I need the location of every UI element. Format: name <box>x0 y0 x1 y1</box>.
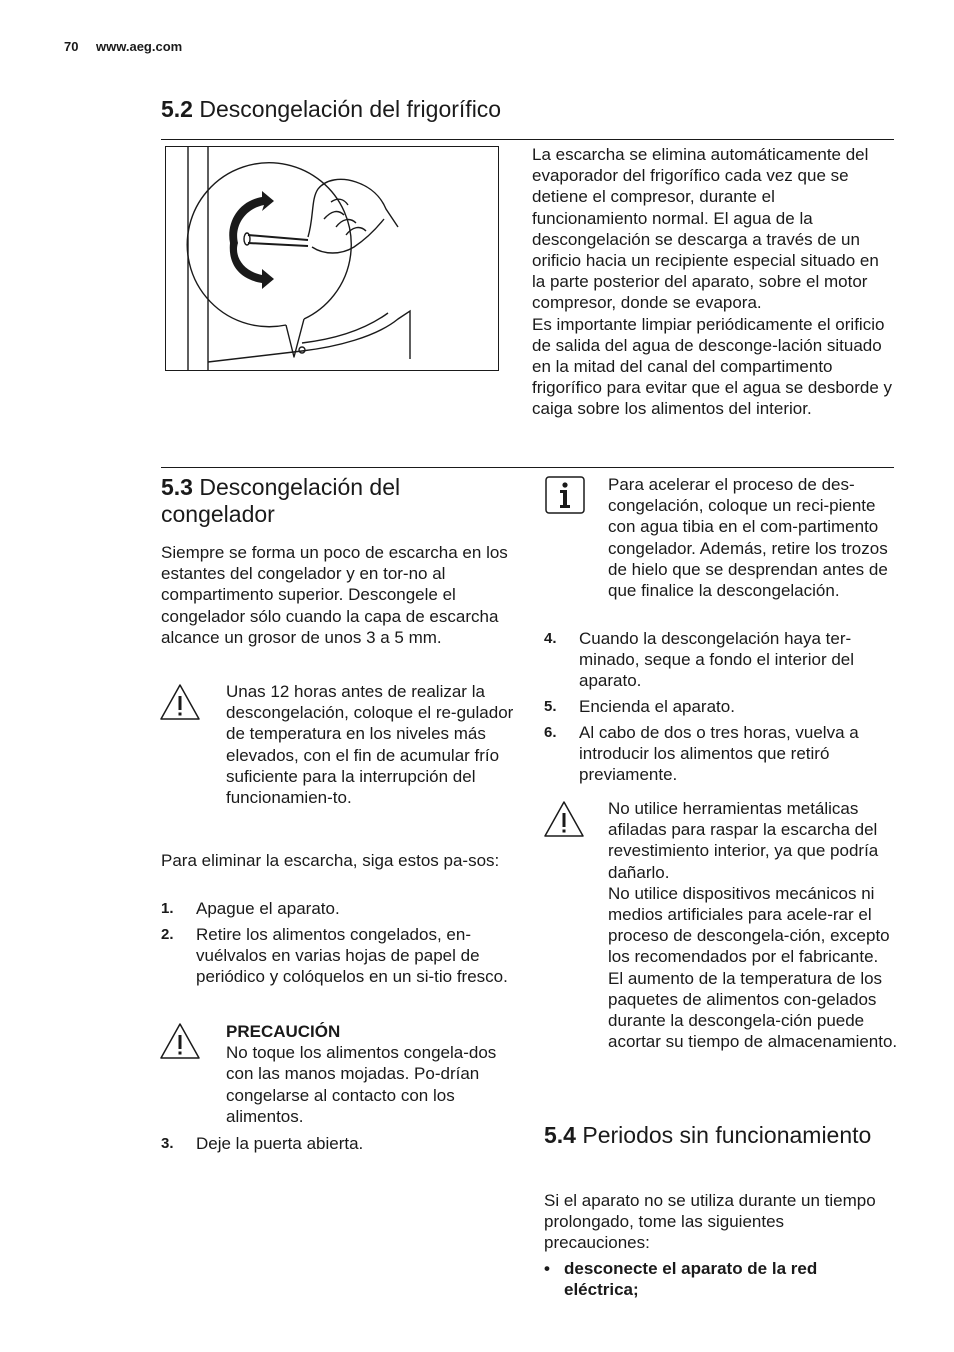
step-text: Al cabo de dos o tres horas, vuelva a introducir los alimentos que retiró previamente. <box>579 723 859 785</box>
step-number: 5. <box>544 698 557 715</box>
step-text: Encienda el aparato. <box>579 697 735 716</box>
step-number: 1. <box>161 900 174 917</box>
section-5-2-text <box>532 144 894 420</box>
warning-text <box>608 798 898 1052</box>
step-number: 4. <box>544 630 557 647</box>
step-number: 6. <box>544 724 557 741</box>
caution-text: No toque los alimentos congela-dos con las manos mojadas. Po-drían congelarse al contacto con los alimentos. <box>226 1043 497 1126</box>
warning-paragraph: El aumento de la temperatura de los paquetes de alimentos con-gelados durante la descongela-ción puede acortar su tiempo de almacenamiento. <box>608 968 898 1052</box>
page-number: 70 <box>64 39 79 54</box>
step-text: Deje la puerta abierta. <box>196 1134 364 1153</box>
section-title: Periodos sin funcionamiento <box>582 1122 872 1148</box>
warning-paragraph: No utilice herramientas metálicas afiladas para raspar la escarcha del revestimiento interior, ya que podría dañarlo. <box>608 799 879 882</box>
defrost-illustration <box>165 146 499 371</box>
step-text: Retire los alimentos congelados, en-vuélvalos en varias hojas de papel de periódico y colóquelos en un si-tio fresco. <box>196 925 508 987</box>
section-number: 5.4 <box>544 1122 576 1148</box>
section-divider <box>161 139 894 140</box>
bullet-marker: • <box>544 1259 550 1278</box>
caution-block <box>226 1021 516 1127</box>
section-5-2-heading <box>161 96 881 123</box>
bullet-text: desconecte el aparato de la red eléctrica; <box>564 1259 818 1300</box>
paragraph: Es importante limpiar periódicamente el orificio de salida del agua de desconge-lación situado en la mitad del canal del compartimento frigorífico para evitar que el agua se desborde y caiga sobre los alimentos del interior. <box>532 314 893 419</box>
warning-text: Unas 12 horas antes de realizar la descongelación, coloque el re-gulador de temperatura en los niveles más elevados, con el fin de acumular frío suficiente para la interrupción del funcionamien-to. <box>226 682 514 808</box>
step-number: 2. <box>161 926 174 943</box>
section-title: Descongelación del congelador <box>161 474 401 527</box>
warning-paragraph: No utilice dispositivos mecánicos ni medios artificiales para acele-rar el proceso de descongela-ción, excepto los recomendados por el fabricante. <box>608 883 890 967</box>
paragraph: Siempre se forma un poco de escarcha en los estantes del congelador y en tor-no al compartimento superior. Descongele el congelador sólo cuando la capa de escarcha alcance un grosor de unos 3 a 5 mm. <box>161 543 508 647</box>
section-5-4-heading <box>544 1122 884 1149</box>
step-number: 3. <box>161 1135 174 1152</box>
paragraph: La escarcha se elimina automáticamente del evaporador del frigorífico cada vez que se detiene el compresor, durante el funcionamiento normal. El agua de la descongelación se descarga a través de un orificio hacia un recipiente especial situado en la parte posterior del aparato, sobre el motor compresor, donde se evapora. <box>532 145 879 313</box>
section-5-3-heading <box>161 474 491 528</box>
warning-triangle-icon <box>159 683 201 726</box>
section-title: Descongelación del frigorífico <box>199 96 502 122</box>
step-text: Cuando la descongelación haya ter-minado, seque a fondo el interior del aparato. <box>579 629 855 691</box>
warning-triangle-icon <box>159 1022 201 1065</box>
paragraph: Si el aparato no se utiliza durante un tiempo prolongado, tome las siguientes precauciones: <box>544 1191 876 1253</box>
defrost-drain-cleaning-icon <box>166 147 498 370</box>
step-text: Apague el aparato. <box>196 899 340 918</box>
caution-title: PRECAUCIÓN <box>226 1022 341 1041</box>
header-url: www.aeg.com <box>96 39 183 54</box>
section-number: 5.2 <box>161 96 193 122</box>
section-number: 5.3 <box>161 474 193 500</box>
section-divider <box>161 467 894 468</box>
paragraph: Para eliminar la escarcha, siga estos pa-sos: <box>161 851 500 870</box>
info-text: Para acelerar el proceso de des-congelación, coloque un reci-piente con agua tibia en el com-partimento congelador. Además, retire los trozos de hielo que se desprendan antes de que finalice la descongelación. <box>608 475 888 601</box>
warning-triangle-icon <box>543 800 585 843</box>
info-box-icon <box>545 476 585 519</box>
